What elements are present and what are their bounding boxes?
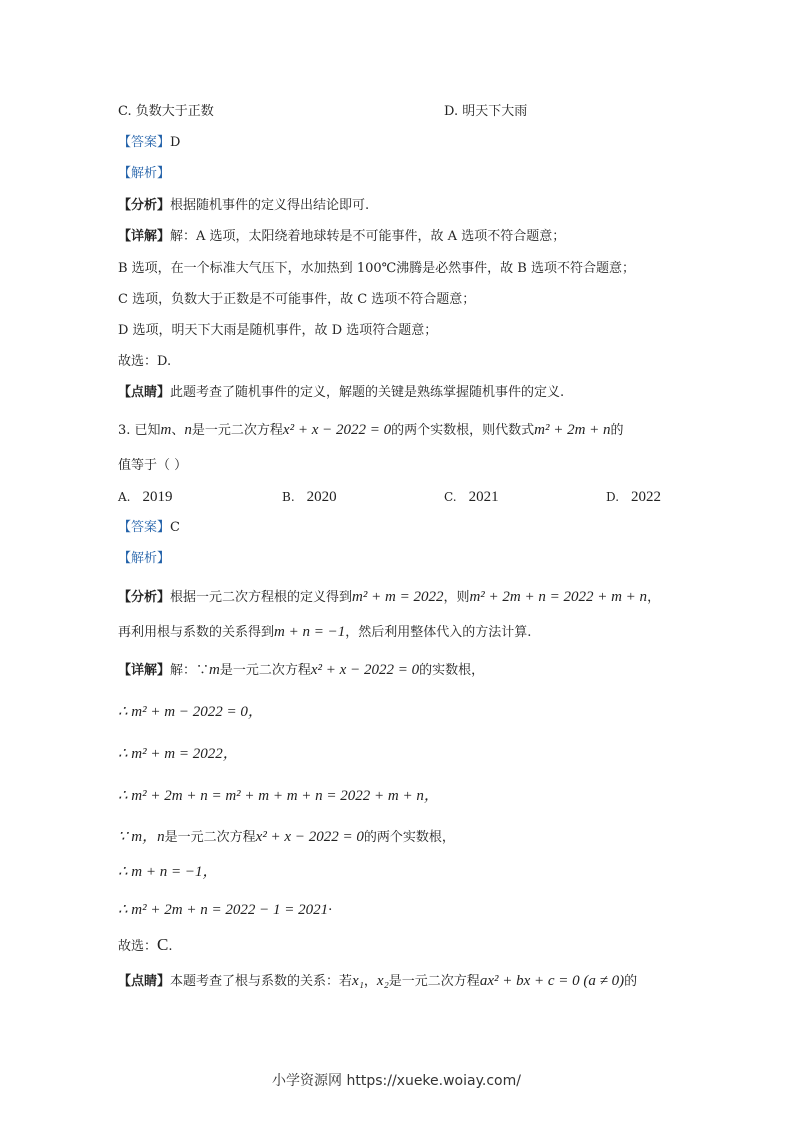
option-value: 2019 <box>142 489 173 505</box>
step4-n: n <box>157 829 165 845</box>
step4-a: ∵ m， <box>118 829 158 845</box>
q3-stem <box>118 420 624 441</box>
dianjing-x1: x₁ <box>352 973 364 989</box>
q3-jiexi: 【解析】 <box>118 551 171 566</box>
step4-equation: x² + x − 2022 = 0 <box>255 829 364 845</box>
answer-value: D <box>170 135 181 150</box>
fenxi-b: ，则 <box>443 590 470 605</box>
xiangjie-tag: 【详解】 <box>118 663 171 678</box>
dianjing-a: 本题考查了根与系数的关系：若 <box>170 974 353 989</box>
answer-tag: 【答案】 <box>118 520 171 535</box>
q3-step5: ∴ m + n = −1， <box>118 864 218 880</box>
dianjing-x2: x₂ <box>376 973 389 989</box>
stem-sep: 、 <box>171 423 185 438</box>
footer-watermark: 小学资源网 https://xueke.woiay.com/ <box>272 1073 521 1089</box>
q3-step3: ∴ m² + 2m + n = m² + m + m + n = 2022 + m + n， <box>118 788 439 804</box>
stem-c: 的两个实数根，则代数式 <box>391 423 535 438</box>
fenxi-a: 根据一元二次方程根的定义得到 <box>170 590 353 605</box>
q3-step1: ∴ m² + m − 2022 = 0， <box>118 704 263 720</box>
option-c-line <box>118 102 214 122</box>
xiangjie-text: 解：A 选项，太阳绕着地球转是不可能事件，故 A 选项不符合题意； <box>170 229 566 244</box>
dianjing-tag: 【点睛】 <box>118 974 171 989</box>
q3-fenxi-line2 <box>118 622 531 643</box>
option-d-line <box>444 102 527 122</box>
q2-dianjing <box>118 383 564 403</box>
q3-fenxi <box>118 587 660 608</box>
option-value: 2022 <box>631 489 662 505</box>
dianjing-equation: ax² + bx + c = 0 (a ≠ 0) <box>479 973 625 989</box>
answer-value: C <box>170 520 180 535</box>
q3-step4 <box>118 827 455 848</box>
stem-m: m <box>160 422 172 438</box>
option-d: D. 明天下大雨 <box>444 104 528 119</box>
q2-jiexi: 【解析】 <box>118 166 171 181</box>
option-label: A. <box>118 490 131 504</box>
q3-xiangjie <box>118 660 484 681</box>
xiangjie-c: 的实数根， <box>419 663 485 678</box>
step4-c: 的两个实数根， <box>363 830 455 845</box>
xiangjie-equation: x² + x − 2022 = 0 <box>310 662 420 678</box>
fenxi-eq3: m + n = −1 <box>274 624 346 640</box>
q2-line-c: C 选项，负数大于正数是不可能事件，故 C 选项不符合题意； <box>118 292 476 307</box>
option-label: C. <box>444 490 457 504</box>
q3-option-c <box>444 487 499 508</box>
option-label: D. <box>606 490 620 504</box>
fenxi-tag: 【分析】 <box>118 198 171 213</box>
q3-stem-line2: 值等于（ ） <box>118 458 188 473</box>
q2-line-d: D 选项，明天下大雨是随机事件，故 D 选项符合题意； <box>118 323 438 338</box>
dianjing-b: 是一元二次方程 <box>388 974 480 989</box>
answer-tag: 【答案】 <box>118 135 171 150</box>
xiangjie-b: 是一元二次方程 <box>219 663 311 678</box>
fenxi-tag: 【分析】 <box>118 590 171 605</box>
stem-d: 的 <box>610 423 624 438</box>
option-c: C. 负数大于正数 <box>118 104 214 119</box>
fenxi-line2-b: ，然后利用整体代入的方法计算. <box>345 625 532 640</box>
guxuan-end: . <box>168 939 173 954</box>
stem-equation: x² + x − 2022 = 0 <box>282 422 392 438</box>
q3-option-b <box>282 487 337 508</box>
fenxi-eq2: m² + 2m + n = 2022 + m + n <box>469 589 648 605</box>
step4-b: 是一元二次方程 <box>164 830 256 845</box>
q3-dianjing <box>118 971 637 992</box>
xiangjie-tag: 【详解】 <box>118 229 171 244</box>
stem-a: 3. 已知 <box>118 423 161 438</box>
q2-xiangjie <box>118 227 565 247</box>
q2-line-b: B 选项，在一个标准大气压下，水加热到 100℃沸腾是必然事件，故 B 选项不符合题意； <box>118 261 635 276</box>
stem-expression: m² + 2m + n <box>534 422 611 438</box>
q2-answer <box>118 133 180 153</box>
xiangjie-m: m <box>209 662 220 678</box>
fenxi-c: ， <box>647 590 661 605</box>
dianjing-sep: ， <box>363 974 377 989</box>
guxuan-label: 故选： <box>118 939 158 954</box>
xiangjie-a: 解：∵ <box>170 663 210 678</box>
dianjing-tag: 【点睛】 <box>118 385 171 400</box>
fenxi-eq1: m² + m = 2022 <box>352 589 444 605</box>
q3-step2: ∴ m² + m = 2022， <box>118 746 238 762</box>
stem-b: 是一元二次方程 <box>191 423 283 438</box>
option-label: B. <box>282 490 295 504</box>
option-value: 2021 <box>468 489 499 505</box>
guxuan-value: C <box>157 935 169 954</box>
q3-guxuan <box>118 935 173 957</box>
fenxi-text: 根据随机事件的定义得出结论即可. <box>170 198 370 213</box>
q3-option-d <box>606 487 661 508</box>
q2-guxuan: 故选：D. <box>118 354 172 369</box>
fenxi-line2-a: 再利用根与系数的关系得到 <box>118 625 275 640</box>
stem-n: n <box>184 422 192 438</box>
q3-answer <box>118 518 180 538</box>
dianjing-text: 此题考查了随机事件的定义，解题的关键是熟练掌握随机事件的定义. <box>170 385 565 400</box>
q3-step6: ∴ m² + 2m + n = 2022 − 1 = 2021· <box>118 902 332 918</box>
dianjing-c: 的 <box>624 974 638 989</box>
option-value: 2020 <box>306 489 337 505</box>
q2-fenxi <box>118 196 369 216</box>
q3-option-a <box>118 487 172 508</box>
